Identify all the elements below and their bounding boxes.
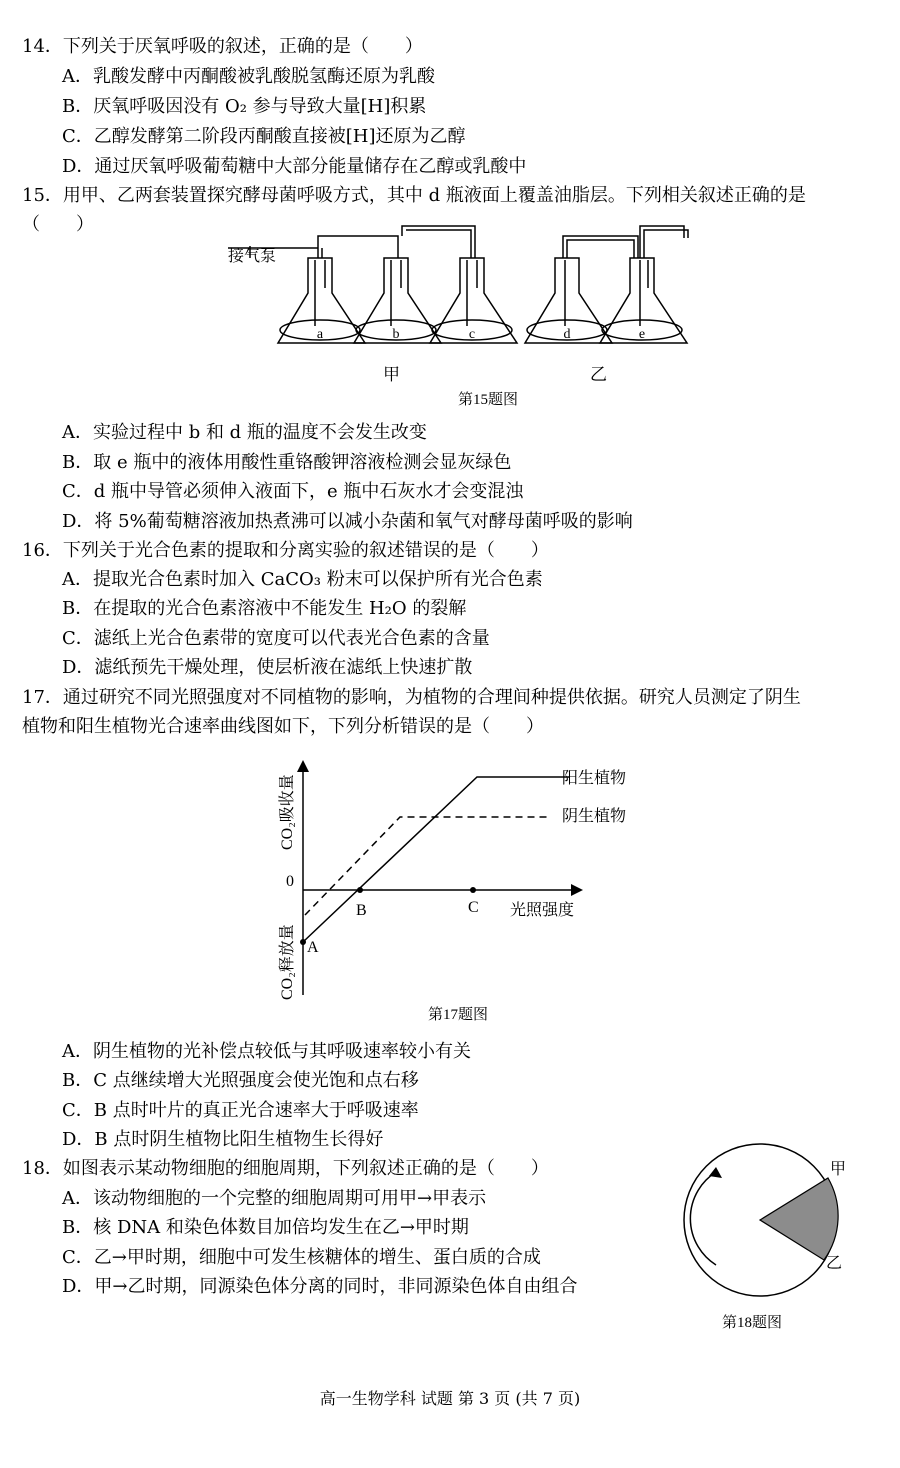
q18-figure-caption: 第18题图 — [722, 1315, 783, 1331]
q14-stem: 14．下列关于厌氧呼吸的叙述，正确的是（ ） — [22, 36, 423, 57]
y-axis-label-bottom: CO₂释放量 — [279, 924, 296, 1000]
q15-figure-caption: 第15题图 — [458, 392, 519, 408]
point-a — [300, 939, 306, 945]
q16-option-d: D．滤纸预先干燥处理，使层析液在滤纸上快速扩散 — [62, 657, 473, 678]
flask-label-c: c — [468, 327, 476, 342]
series-shade-plant-line — [305, 817, 550, 915]
label-jia: 甲 — [830, 1161, 847, 1178]
q18-option-b: B．核 DNA 和染色体数目加倍均发生在乙→甲时期 — [62, 1217, 469, 1238]
q15-option-a: A．实验过程中 b 和 d 瓶的温度不会发生改变 — [62, 422, 427, 443]
q16-option-a: A．提取光合色素时加入 CaCO₃ 粉末可以保护所有光合色素 — [62, 569, 543, 590]
pump-label: 接气泵 — [228, 248, 277, 265]
q18-stem: 18．如图表示某动物细胞的细胞周期，下列叙述正确的是（ ） — [22, 1158, 549, 1179]
q18-option-d: D．甲→乙时期，同源染色体分离的同时，非同源染色体自由组合 — [62, 1276, 578, 1297]
q16-stem: 16．下列关于光合色素的提取和分离实验的叙述错误的是（ ） — [22, 540, 549, 561]
q14-option-a: A．乳酸发酵中丙酮酸被乳酸脱氢酶还原为乳酸 — [62, 66, 435, 87]
set-jia-label: 甲 — [383, 365, 400, 384]
label-yi: 乙 — [826, 1255, 843, 1272]
origin-label: 0 — [286, 873, 294, 890]
q14-option-b: B．厌氧呼吸因没有 O₂ 参与导致大量[H]积累 — [62, 96, 427, 117]
q17-option-c: C．B 点时叶片的真正光合速率大于呼吸速率 — [62, 1100, 419, 1121]
q17-option-b: B．C 点继续增大光照强度会使光饱和点右移 — [62, 1070, 419, 1091]
q17-option-d: D．B 点时阴生植物比阳生植物生长得好 — [62, 1129, 384, 1150]
flask-label-a: a — [316, 327, 324, 342]
q15-option-b: B．取 e 瓶中的液体用酸性重铬酸钾溶液检测会显灰绿色 — [62, 452, 512, 473]
point-c — [470, 887, 476, 893]
q14-option-d: D．通过厌氧呼吸葡萄糖中大部分能量储存在乙醇或乳酸中 — [62, 156, 527, 177]
q18-option-c: C．乙→甲时期，细胞中可发生核糖体的增生、蛋白质的合成 — [62, 1247, 541, 1268]
q17-stem-cont: 植物和阳生植物光合速率曲线图如下，下列分析错误的是（ ） — [22, 716, 544, 737]
q18-option-a: A．该动物细胞的一个完整的细胞周期可用甲→甲表示 — [62, 1188, 487, 1209]
page-footer: 高一生物学科 试题 第 3 页 (共 7 页) — [319, 1389, 581, 1408]
x-axis-label: 光照强度 — [510, 902, 575, 919]
flask-label-d: d — [563, 327, 571, 342]
point-a-label: A — [307, 939, 319, 956]
point-c-label: C — [468, 899, 479, 916]
q15-stem-cont: （ ） — [22, 214, 94, 235]
q18-cell-cycle-figure — [676, 1140, 866, 1300]
q17-light-curve-chart — [270, 755, 650, 1000]
set-yi-label: 乙 — [590, 365, 607, 384]
q17-option-a: A．阴生植物的光补偿点较低与其呼吸速率较小有关 — [62, 1041, 471, 1062]
cell-cycle-sector — [760, 1178, 838, 1260]
flask-label-b: b — [392, 327, 400, 342]
legend-shade-plant: 阴生植物 — [562, 808, 627, 825]
q15-option-d: D．将 5%葡萄糖溶液加热煮沸可以减小杂菌和氧气对酵母菌呼吸的影响 — [62, 511, 633, 532]
y-axis-label-top: CO₂吸收量 — [279, 774, 296, 850]
point-b-label: B — [356, 902, 367, 919]
flask-label-e: e — [638, 327, 646, 342]
q15-option-c: C．d 瓶中导管必须伸入液面下，e 瓶中石灰水才会变混浊 — [62, 481, 524, 502]
q16-option-c: C．滤纸上光合色素带的宽度可以代表光合色素的含量 — [62, 628, 490, 649]
q16-option-b: B．在提取的光合色素溶液中不能发生 H₂O 的裂解 — [62, 598, 467, 619]
direction-arrow — [690, 1172, 716, 1265]
legend-sun-plant: 阳生植物 — [562, 770, 627, 787]
q17-stem: 17．通过研究不同光照强度对不同植物的影响，为植物的合理间种提供依据。研究人员测定了阴生 — [22, 687, 801, 708]
q14-option-c: C．乙醇发酵第二阶段丙酮酸直接被[H]还原为乙醇 — [62, 126, 466, 147]
q17-figure-caption: 第17题图 — [428, 1007, 489, 1023]
q15-apparatus-figure — [220, 218, 700, 388]
point-b — [357, 887, 363, 893]
q15-stem: 15．用甲、乙两套装置探究酵母菌呼吸方式，其中 d 瓶液面上覆盖油脂层。下列相关叙述正确的是 — [22, 185, 806, 206]
